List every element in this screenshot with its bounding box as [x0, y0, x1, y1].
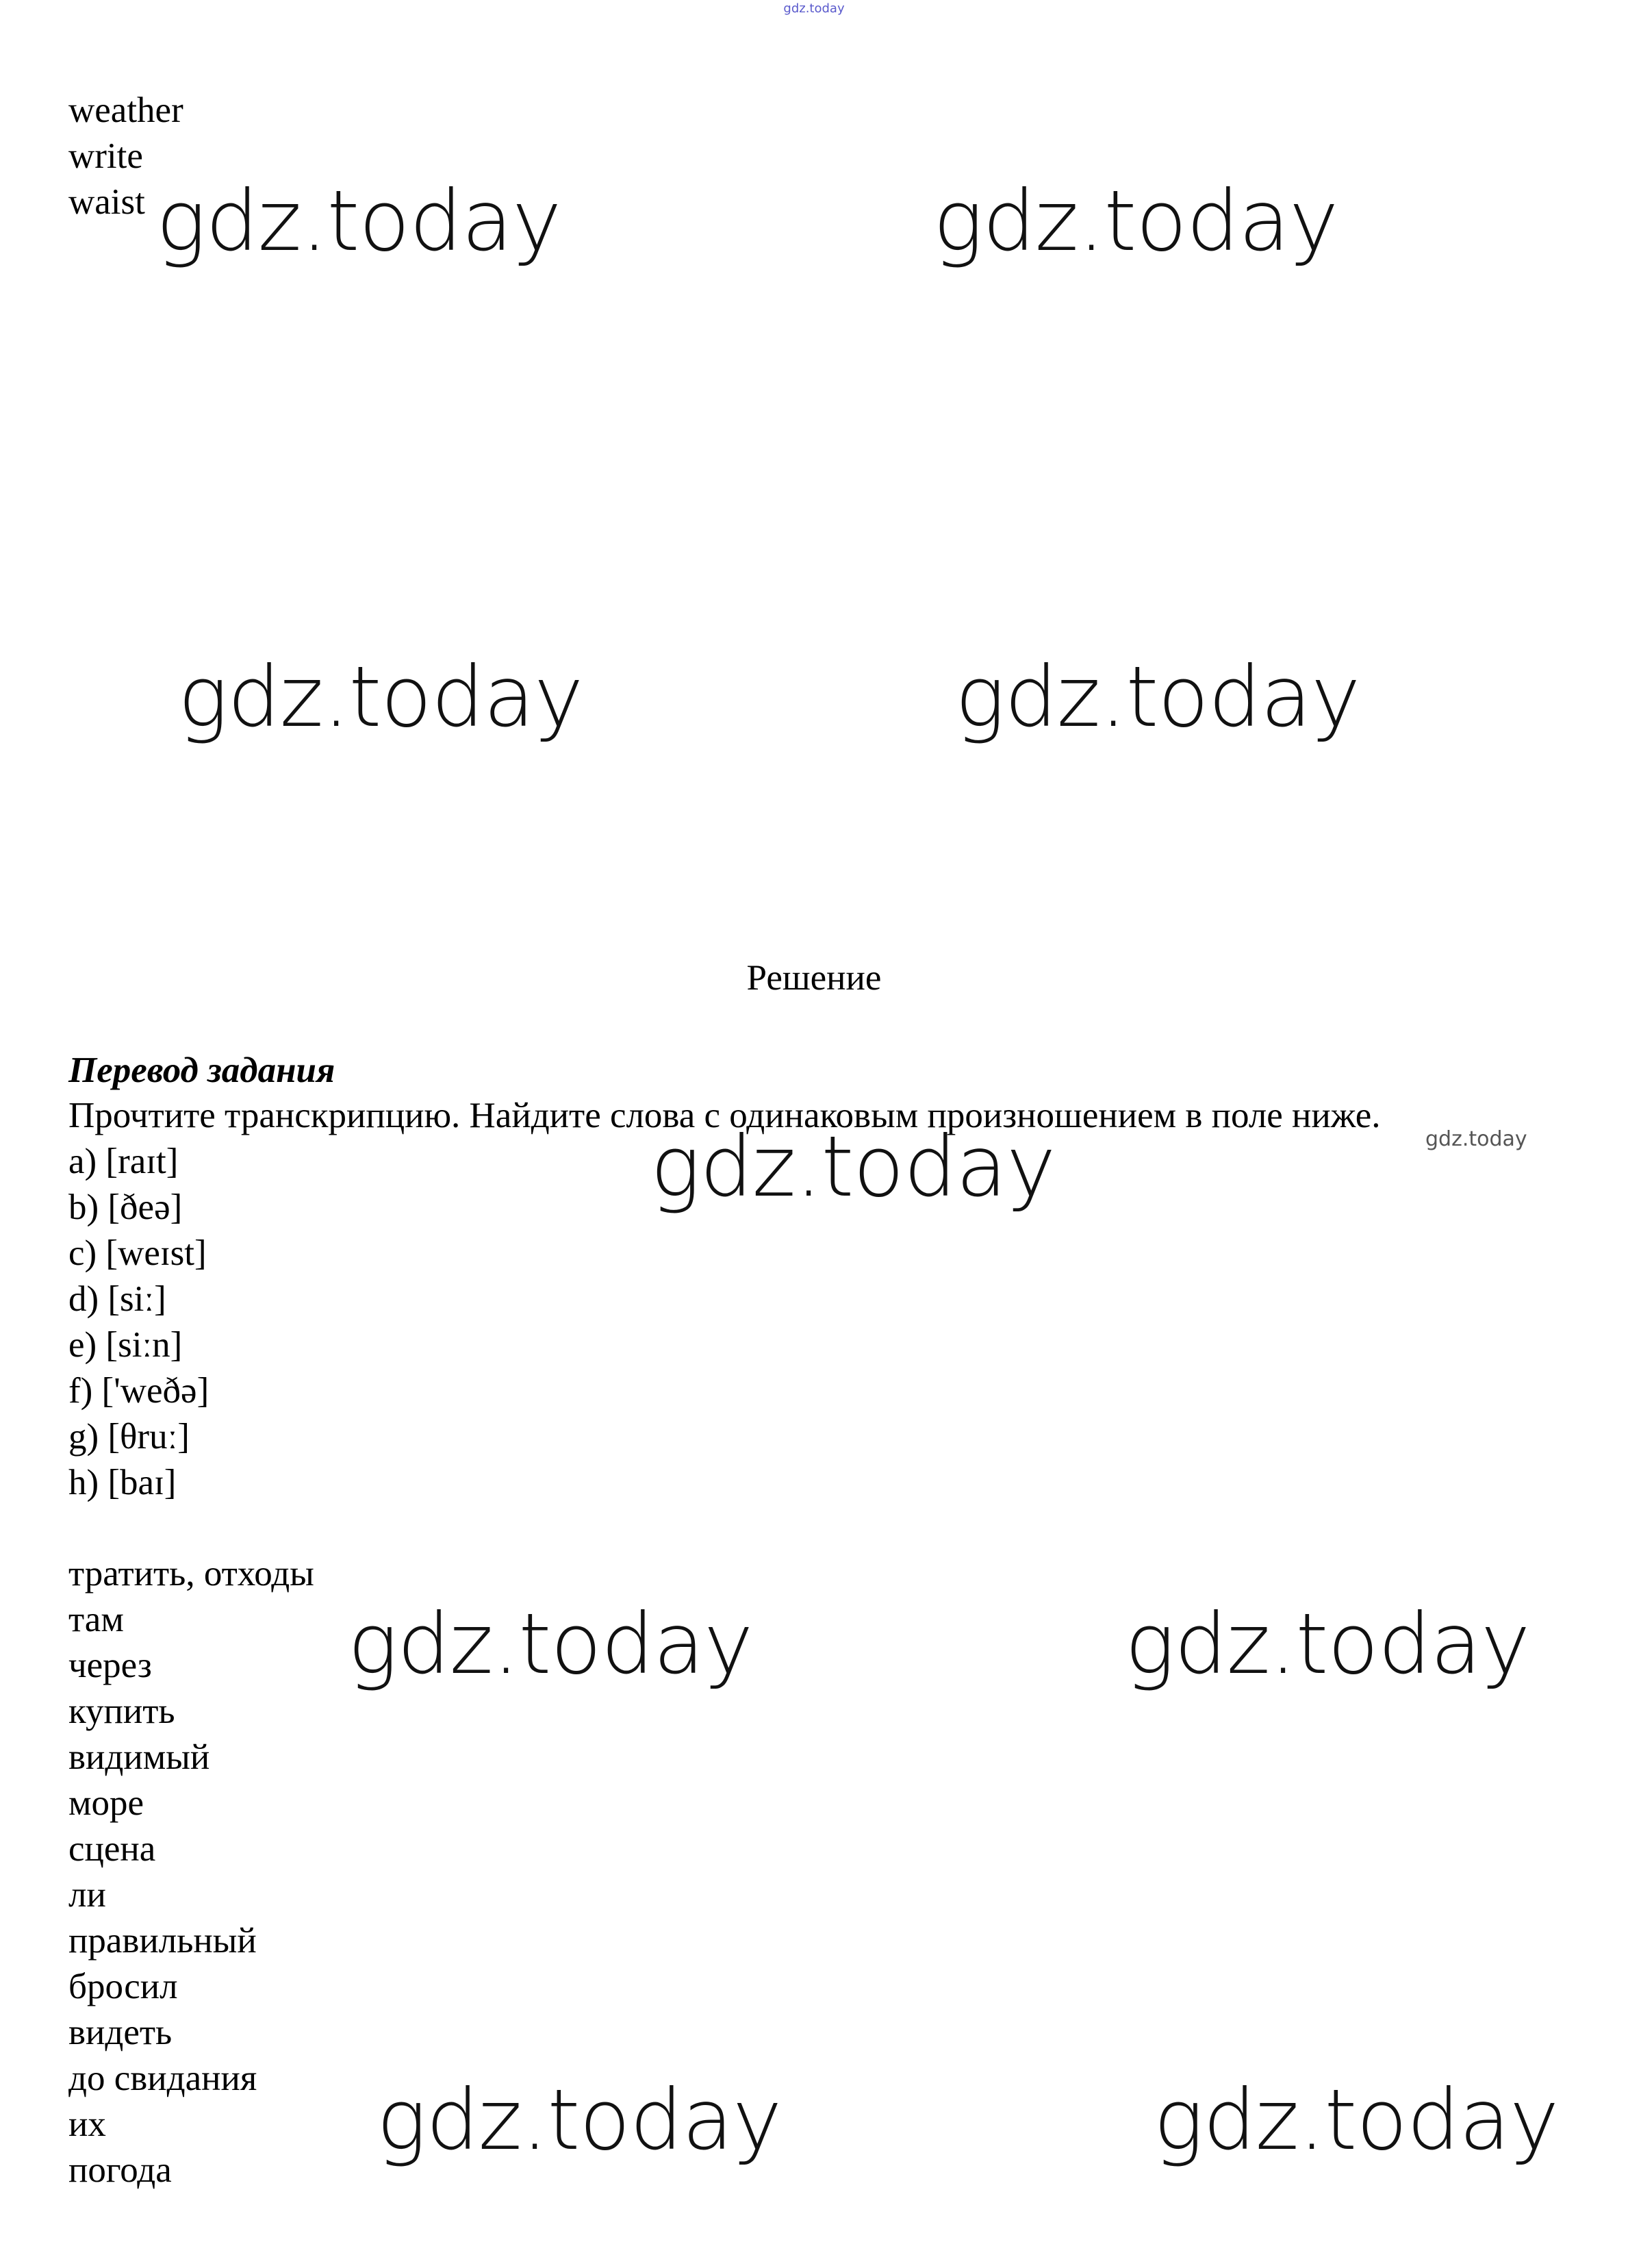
- solution-heading: Решение: [746, 958, 882, 998]
- watermark: gdz.today: [1154, 2071, 1559, 2169]
- watermark: gdz.today: [1125, 1596, 1530, 1693]
- russian-word: погода: [68, 2150, 172, 2190]
- transcription-item: a) [raɪt]: [68, 1142, 179, 1181]
- transcription-item: g) [θruː]: [68, 1417, 190, 1457]
- russian-word: видеть: [68, 2013, 173, 2052]
- transcription-item: b) [ðeə]: [68, 1187, 183, 1227]
- transcription-item: f) ['weðə]: [68, 1371, 209, 1411]
- russian-word: ли: [68, 1875, 106, 1915]
- watermark: gdz.today: [955, 648, 1360, 746]
- russian-word: море: [68, 1783, 144, 1823]
- russian-word: видимый: [68, 1737, 210, 1777]
- transcription-item: d) [siː]: [68, 1279, 166, 1319]
- russian-word: правильный: [68, 1921, 257, 1961]
- transcription-item: h) [baɪ]: [68, 1463, 177, 1502]
- transcription-item: e) [siːn]: [68, 1325, 183, 1365]
- watermark: gdz.today: [178, 648, 583, 746]
- russian-word: сцена: [68, 1829, 156, 1869]
- watermark: gdz.today: [348, 1596, 753, 1693]
- translation-text: Прочтите транскрипцию. Найдите слова с одинаковым произношением в поле ниже.: [68, 1096, 1381, 1135]
- top-watermark: gdz.today: [783, 1, 845, 16]
- top-word: waist: [68, 182, 145, 222]
- watermark: gdz.today: [156, 173, 561, 270]
- top-word: write: [68, 136, 143, 176]
- russian-word: купить: [68, 1691, 175, 1731]
- watermark-small: gdz.today: [1425, 1127, 1527, 1151]
- transcription-item: c) [weɪst]: [68, 1233, 207, 1273]
- russian-word: бросил: [68, 1967, 178, 2006]
- russian-word: через: [68, 1646, 152, 1685]
- watermark: gdz.today: [650, 1118, 1056, 1215]
- watermark: gdz.today: [377, 2071, 782, 2169]
- russian-word: до свидания: [68, 2058, 257, 2098]
- top-word: weather: [68, 90, 183, 130]
- russian-word: их: [68, 2104, 106, 2144]
- russian-word: там: [68, 1600, 124, 1639]
- russian-word: тратить, отходы: [68, 1554, 314, 1593]
- watermark: gdz.today: [933, 173, 1338, 270]
- translation-title: Перевод задания: [68, 1050, 335, 1090]
